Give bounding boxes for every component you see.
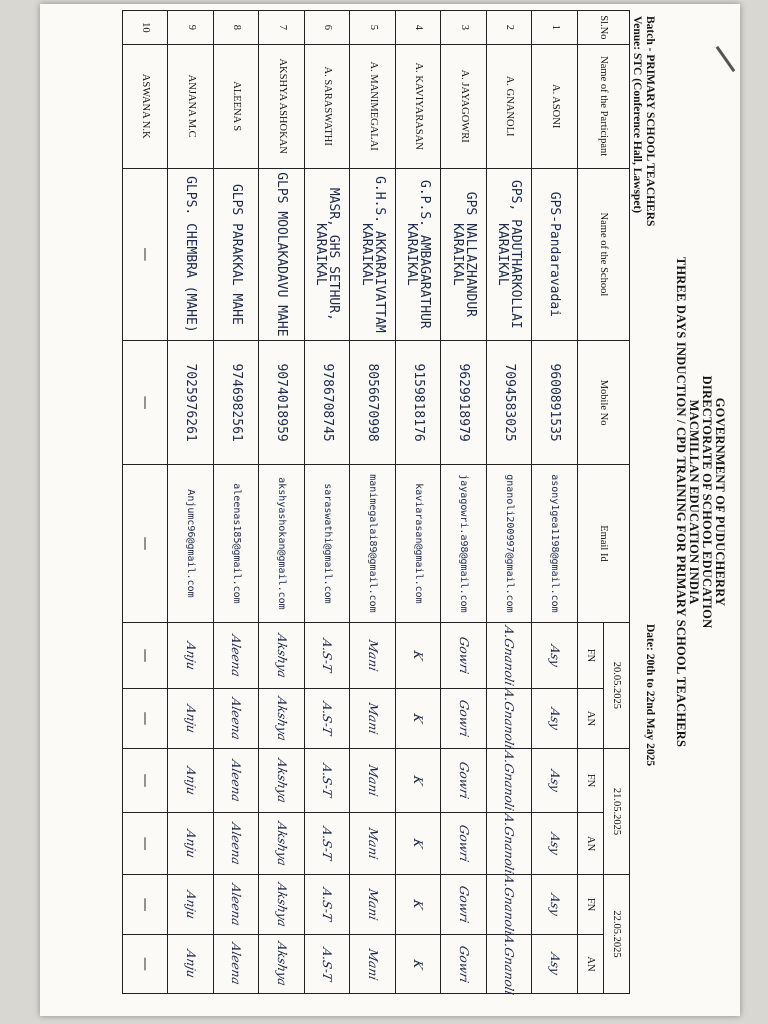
- handwritten-signature: —: [137, 957, 154, 972]
- col-header-participant: Name of the Participant: [578, 44, 630, 168]
- row-number-text: 3: [458, 24, 470, 30]
- handwritten-signature: Gowri: [456, 635, 471, 676]
- row-number-text: 5: [367, 24, 379, 30]
- signature-cell: [487, 748, 533, 812]
- table-row: [441, 11, 487, 994]
- school-name-text: —: [137, 247, 154, 262]
- mobile-number-text: 9600891535: [547, 363, 563, 442]
- batch-label: Batch - PRIMARY SCHOOL TEACHERS: [644, 16, 656, 227]
- email-id: [396, 465, 442, 623]
- participant-name: [350, 44, 396, 168]
- email-id-text: Anjumc96@gmail.com: [185, 489, 197, 598]
- signature-cell: [259, 689, 305, 749]
- mobile-number-text: 9786708745: [319, 363, 335, 442]
- handwritten-signature: Asy: [547, 706, 562, 731]
- signature-cell: [305, 875, 351, 935]
- school-name-text: GLPS MOOLAKADAVU MAHE: [274, 172, 290, 337]
- signature-cell: [532, 622, 578, 688]
- handwritten-signature: Akshya: [274, 881, 289, 928]
- signature-cell: [532, 813, 578, 875]
- handwritten-signature: Anju: [183, 765, 198, 796]
- signature-cell: [350, 935, 396, 994]
- signature-cell: [214, 622, 260, 688]
- email-id-text: manimegalai89@gmail.com: [367, 474, 379, 613]
- handwritten-signature: A.Gnanoli: [502, 624, 517, 687]
- session-header: FN: [578, 875, 604, 935]
- handwritten-signature: Asy: [547, 951, 562, 977]
- attendance-sheet: [118, 2, 734, 1002]
- participant-name: [305, 44, 351, 168]
- handwritten-signature: K: [411, 649, 426, 662]
- signature-cell: [123, 935, 169, 994]
- school-name: [214, 168, 260, 340]
- mobile-number: [168, 341, 214, 465]
- email-id-text: jayagowri.a98@gmail.com: [458, 474, 470, 613]
- mobile-number: [259, 341, 305, 465]
- participant-name-text: A. SARASWATHI: [322, 66, 334, 146]
- mobile-number-text: 9074018959: [274, 363, 290, 442]
- participant-name-text: ALEENA S: [231, 81, 243, 132]
- header-line-government: GOVERNMENT OF PUDUCHERRY: [713, 397, 727, 607]
- row-number: [441, 11, 487, 45]
- participant-name: [396, 44, 442, 168]
- signature-cell: [214, 689, 260, 749]
- handwritten-signature: A.Gnanoli: [502, 933, 517, 997]
- table-row: [168, 11, 214, 994]
- signature-cell: [350, 689, 396, 749]
- signature-cell: [123, 748, 169, 812]
- signature-cell: [168, 935, 214, 994]
- signature-cell: [441, 748, 487, 812]
- school-name: [532, 168, 578, 340]
- mobile-number: [123, 341, 169, 465]
- row-number: [259, 11, 305, 45]
- school-name: [123, 168, 169, 340]
- handwritten-signature: Mani: [365, 763, 380, 798]
- table-row: [532, 11, 578, 994]
- signature-cell: [396, 689, 442, 749]
- signature-cell: [305, 935, 351, 994]
- handwritten-signature: Akshya: [274, 632, 289, 679]
- signature-cell: [168, 875, 214, 935]
- handwritten-signature: —: [137, 648, 154, 663]
- school-name-text: G.P.S. AMBAGARATHUR KARAIKAL: [404, 180, 433, 329]
- email-id: [214, 465, 260, 623]
- signature-cell: [259, 813, 305, 875]
- mobile-number-text: —: [137, 395, 154, 410]
- school-name-text: GLPS PARAKKAL MAHE: [228, 183, 244, 325]
- email-id: [168, 465, 214, 623]
- signature-cell: [532, 748, 578, 812]
- handwritten-signature: K: [411, 958, 426, 970]
- handwritten-signature: Akshya: [274, 820, 289, 867]
- session-header: AN: [578, 935, 604, 994]
- header-line-macmillan: MACMILLAN EDUCATION INDIA: [687, 399, 701, 605]
- email-id-text: kaviarasan@gmail.com: [412, 483, 424, 604]
- handwritten-signature: Gowri: [456, 884, 471, 925]
- handwritten-signature: Mani: [365, 638, 380, 673]
- handwritten-signature: K: [411, 774, 426, 787]
- signature-cell: [168, 748, 214, 812]
- sheet-header: [674, 2, 726, 1002]
- participant-name: [214, 44, 260, 168]
- session-header: FN: [578, 622, 604, 688]
- participant-name: [259, 44, 305, 168]
- row-number: [168, 11, 214, 45]
- signature-cell: [259, 935, 305, 994]
- handwritten-signature: Aleena: [229, 821, 244, 866]
- signature-cell: [487, 622, 533, 688]
- handwritten-signature: Aleena: [229, 758, 244, 803]
- email-id-text: gnanoli200997@gmail.com: [503, 474, 515, 613]
- handwritten-signature: A.Gnanoli: [502, 749, 517, 812]
- row-number: [305, 11, 351, 45]
- signature-cell: [259, 748, 305, 812]
- signature-cell: [214, 748, 260, 812]
- batch-venue: [630, 16, 656, 226]
- email-id: [350, 465, 396, 623]
- mobile-number: [305, 341, 351, 465]
- handwritten-signature: Asy: [547, 643, 562, 668]
- school-name-text: GPS, PADUTHARKOLLAI KARAIKAL: [495, 180, 524, 329]
- signature-cell: [214, 875, 260, 935]
- handwritten-signature: Asy: [547, 892, 562, 917]
- school-name-text: G.H.S. AKKARAIVATTAM KARAIKAL: [358, 176, 387, 333]
- mobile-number-text: 9629918979: [456, 363, 472, 442]
- signature-cell: [123, 689, 169, 749]
- col-header-email: Email Id: [578, 465, 630, 623]
- signature-cell: [396, 935, 442, 994]
- row-number: [123, 11, 169, 45]
- date-range: Date: 20th to 22nd May 2025: [644, 624, 656, 767]
- handwritten-signature: Akshya: [274, 757, 289, 804]
- handwritten-signature: Asy: [547, 831, 562, 856]
- mobile-number-text: 8056670998: [365, 363, 381, 442]
- attendance-table: [122, 10, 630, 997]
- handwritten-signature: Anju: [183, 828, 198, 860]
- participant-name-text: A. GNANOLI: [504, 75, 516, 137]
- handwritten-signature: Mani: [365, 887, 380, 922]
- email-id: [305, 465, 351, 623]
- handwritten-signature: Mani: [365, 947, 380, 982]
- table-row: [350, 11, 396, 994]
- signature-cell: [305, 748, 351, 812]
- signature-cell: [396, 748, 442, 812]
- school-name: [487, 168, 533, 340]
- email-id: [487, 465, 533, 623]
- signature-cell: [123, 875, 169, 935]
- handwritten-signature: Anju: [183, 948, 198, 980]
- school-name: [396, 168, 442, 340]
- participant-name: [532, 44, 578, 168]
- table-row: [396, 11, 442, 994]
- email-id-text: saraswathi@gmail.com: [321, 483, 333, 604]
- email-id: [441, 465, 487, 623]
- signature-cell: [441, 689, 487, 749]
- participant-name-text: ASWANA N.K: [140, 73, 152, 139]
- mobile-number: [350, 341, 396, 465]
- school-name: [350, 168, 396, 340]
- handwritten-signature: A.S-T: [320, 946, 335, 982]
- participant-name-text: AKSHYA ASHOKAN: [276, 58, 288, 154]
- col-header-date-1: 20.05.2025: [604, 622, 630, 748]
- email-id-text: aleenas185@gmail.com: [230, 483, 242, 604]
- table-row: [214, 11, 260, 994]
- handwritten-signature: K: [411, 712, 426, 725]
- participant-name: [168, 44, 214, 168]
- participant-name: [123, 44, 169, 168]
- signature-cell: [305, 813, 351, 875]
- signature-cell: [441, 875, 487, 935]
- signature-cell: [487, 689, 533, 749]
- signature-cell: [532, 689, 578, 749]
- school-name: [305, 168, 351, 340]
- signature-cell: [214, 813, 260, 875]
- col-header-mobile: Mobile No: [578, 341, 630, 465]
- mobile-number: [487, 341, 533, 465]
- col-header-school: Name of the School: [578, 168, 630, 340]
- handwritten-signature: A.S-T: [320, 700, 335, 737]
- email-id: [259, 465, 305, 623]
- participant-name-text: A. MANIMEGALAI: [367, 61, 379, 151]
- handwritten-signature: A.Gnanoli: [502, 687, 517, 751]
- signature-cell: [259, 622, 305, 688]
- mobile-number: [441, 341, 487, 465]
- signature-cell: [487, 875, 533, 935]
- handwritten-signature: —: [137, 836, 154, 851]
- signature-cell: [396, 622, 442, 688]
- row-number: [396, 11, 442, 45]
- participant-name-text: A. ASONI: [549, 83, 561, 129]
- handwritten-signature: Aleena: [229, 882, 244, 927]
- handwritten-signature: Mani: [365, 701, 380, 736]
- email-id-text: —: [137, 536, 154, 551]
- row-number-text: 6: [322, 24, 334, 30]
- row-number: [487, 11, 533, 45]
- header-line-training: THREE DAYS INDUCTION / CPD TRAINING FOR PRIMARY SCHOOL TEACHERS: [674, 256, 688, 748]
- signature-cell: [305, 689, 351, 749]
- mobile-number: [532, 341, 578, 465]
- col-header-slno: Sl.No: [578, 11, 630, 45]
- attendance-rows: [123, 11, 578, 997]
- handwritten-signature: A.S-T: [320, 762, 335, 799]
- signature-cell: [487, 813, 533, 875]
- signature-cell: [168, 689, 214, 749]
- email-id-text: akshyashokan@gmail.com: [276, 477, 288, 610]
- row-number-text: 2: [504, 24, 516, 30]
- handwritten-signature: Aleena: [229, 633, 244, 678]
- handwritten-signature: K: [411, 898, 426, 911]
- mobile-number: [214, 341, 260, 465]
- handwritten-signature: —: [137, 773, 154, 788]
- handwritten-signature: Asy: [547, 768, 562, 793]
- row-number-text: 10: [140, 22, 152, 33]
- row-number: [214, 11, 260, 45]
- row-number: [350, 11, 396, 45]
- handwritten-signature: Anju: [183, 889, 198, 920]
- school-name-text: GPS NALLAZHANDUR KARAIKAL: [449, 191, 478, 317]
- session-header: FN: [578, 748, 604, 812]
- handwritten-signature: Aleena: [229, 696, 244, 741]
- table-row: [305, 11, 351, 994]
- row-number-text: 7: [276, 24, 288, 30]
- session-header: AN: [578, 689, 604, 749]
- handwritten-signature: A.S-T: [320, 637, 335, 674]
- signature-cell: [441, 622, 487, 688]
- signature-cell: [441, 813, 487, 875]
- handwritten-signature: —: [137, 897, 154, 912]
- participant-name-text: A. KAVIYARASAN: [413, 62, 425, 150]
- handwritten-signature: A.Gnanoli: [502, 812, 517, 875]
- signature-cell: [396, 813, 442, 875]
- handwritten-signature: —: [137, 711, 154, 726]
- email-id-text: asony1gea1198@gmail.com: [549, 474, 561, 613]
- mobile-number-text: 7025976261: [183, 363, 199, 442]
- participant-name-text: ANJANA M.C: [185, 74, 197, 138]
- school-name-text: GPS-Pandaravadai: [547, 191, 563, 317]
- school-name-text: MASR, GHS SETHUR, KARAIKAL: [313, 187, 342, 321]
- table-row: [259, 11, 305, 994]
- handwritten-signature: Gowri: [456, 823, 471, 864]
- signature-cell: [441, 935, 487, 994]
- signature-cell: [168, 813, 214, 875]
- participant-name-text: A. JAYAGOWRI: [458, 69, 470, 143]
- signature-cell: [259, 875, 305, 935]
- school-name: [259, 168, 305, 340]
- col-header-date-3: 22.05.2025: [604, 875, 630, 994]
- handwritten-signature: Gowri: [456, 944, 471, 984]
- handwritten-signature: Akshya: [274, 695, 289, 742]
- school-name-text: GLPS. CHEMBRA (MAHE): [183, 176, 199, 333]
- col-header-date-2: 21.05.2025: [604, 748, 630, 874]
- row-number-text: 8: [231, 24, 243, 30]
- handwritten-signature: Aleena: [229, 941, 244, 987]
- mobile-number: [396, 341, 442, 465]
- signature-cell: [350, 875, 396, 935]
- email-id: [532, 465, 578, 623]
- mobile-number-text: 9746982561: [228, 363, 244, 442]
- signature-cell: [168, 622, 214, 688]
- row-number-text: 1: [549, 24, 561, 30]
- handwritten-signature: A.S-T: [320, 886, 335, 923]
- signature-cell: [305, 622, 351, 688]
- email-id: [123, 465, 169, 623]
- session-header: AN: [578, 813, 604, 875]
- handwritten-signature: A.Gnanoli: [502, 873, 517, 937]
- signature-cell: [123, 813, 169, 875]
- mobile-number-text: 9159818176: [410, 363, 426, 442]
- handwritten-signature: K: [411, 837, 426, 850]
- participant-name: [487, 44, 533, 168]
- table-row: [123, 11, 169, 994]
- signature-cell: [532, 875, 578, 935]
- handwritten-signature: Anju: [183, 703, 198, 734]
- mobile-number-text: 7094583025: [501, 363, 517, 442]
- handwritten-signature: Gowri: [456, 760, 471, 801]
- header-line-directorate: DIRECTORATE OF SCHOOL EDUCATION: [700, 375, 714, 629]
- handwritten-signature: A.S-T: [320, 825, 335, 862]
- signature-cell: [350, 813, 396, 875]
- handwritten-signature: Akshya: [274, 940, 289, 988]
- row-number-text: 4: [413, 24, 425, 30]
- table-row: [487, 11, 533, 994]
- school-name: [441, 168, 487, 340]
- signature-cell: [350, 622, 396, 688]
- participant-name: [441, 44, 487, 168]
- signature-cell: [123, 622, 169, 688]
- school-name: [168, 168, 214, 340]
- venue-label: Venue: STC (Conference Hall, Lawspet): [631, 16, 643, 214]
- signature-cell: [532, 935, 578, 994]
- row-number: [532, 11, 578, 45]
- signature-cell: [350, 748, 396, 812]
- row-number-text: 9: [185, 24, 197, 30]
- handwritten-signature: Gowri: [456, 698, 471, 739]
- signature-cell: [214, 935, 260, 994]
- handwritten-signature: Mani: [365, 826, 380, 861]
- handwritten-signature: Anju: [183, 640, 198, 671]
- signature-cell: [396, 875, 442, 935]
- signature-cell: [487, 933, 533, 997]
